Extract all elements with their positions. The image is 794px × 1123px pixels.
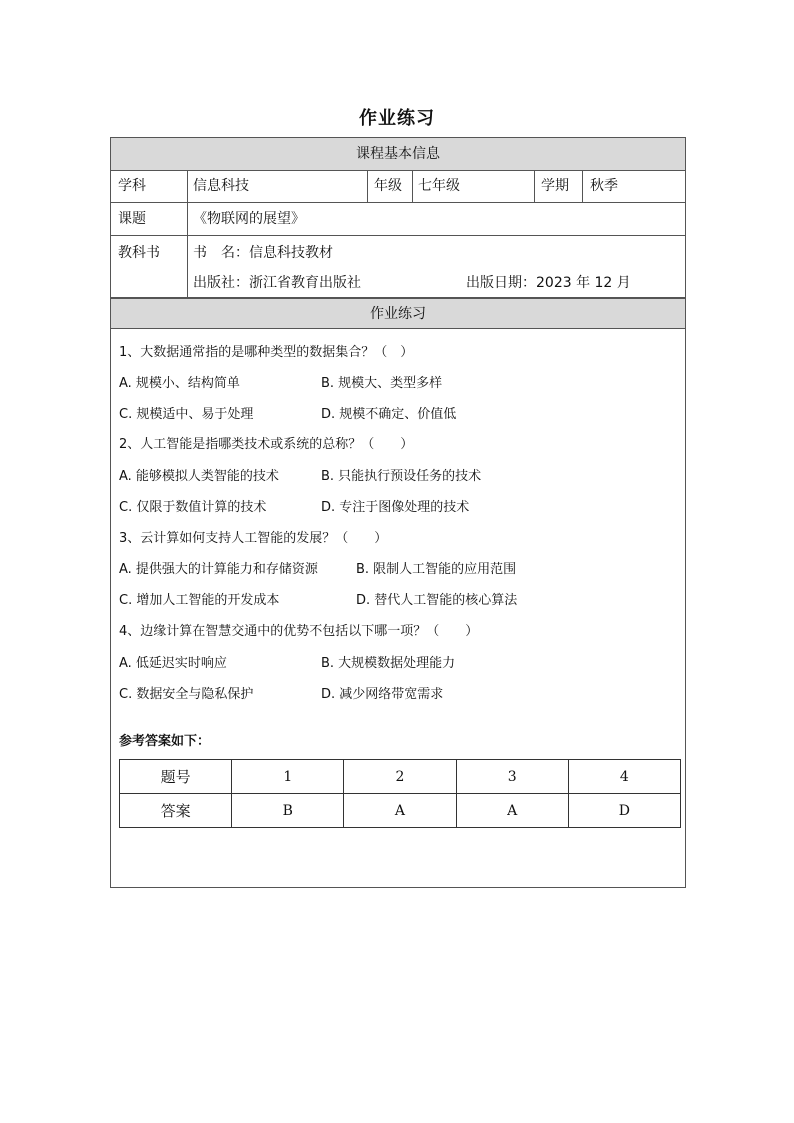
topic-label: 课题 <box>118 211 146 227</box>
table-row <box>120 760 681 794</box>
publication-date: 出版日期：2023 年 12 月 <box>466 275 631 291</box>
answer-key-label: 参考答案如下： <box>119 734 211 749</box>
term-label: 学期 <box>541 178 569 194</box>
question-1: 1、大数据通常指的是哪种类型的数据集合？（ ） <box>119 345 414 360</box>
question-number-header: 题号 <box>120 760 232 794</box>
question-number-cell: 2 <box>344 760 456 794</box>
q3-option-a: A. 提供强大的计算能力和存储资源 <box>119 562 318 577</box>
q1-option-a: A. 规模小、结构简单 <box>119 376 240 391</box>
question-number-cell: 1 <box>232 760 344 794</box>
page-title: 作业练习 <box>359 108 435 129</box>
q4-option-d: D. 减少网络带宽需求 <box>321 687 444 702</box>
info-row-topic <box>111 203 685 236</box>
q2-option-d: D. 专注于图像处理的技术 <box>321 500 470 515</box>
grade-value: 七年级 <box>418 178 460 194</box>
homework-header: 作业练习 <box>111 298 685 329</box>
q3-option-b: B. 限制人工智能的应用范围 <box>356 562 517 577</box>
q4-option-a: A. 低延迟实时响应 <box>119 656 227 671</box>
answer-cell: A <box>456 794 568 828</box>
publisher: 出版社：浙江省教育出版社 <box>193 275 361 291</box>
subject-label: 学科 <box>118 178 146 194</box>
worksheet-frame <box>110 137 686 888</box>
answer-table <box>119 759 681 828</box>
q4-option-c: C. 数据安全与隐私保护 <box>119 687 254 702</box>
answer-cell: B <box>232 794 344 828</box>
grade-label: 年级 <box>374 178 402 194</box>
answer-cell: D <box>568 794 680 828</box>
subject-value: 信息科技 <box>193 178 249 194</box>
book-name: 书 名：信息科技教材 <box>193 245 333 261</box>
answer-cell: A <box>344 794 456 828</box>
q1-option-b: B. 规模大、类型多样 <box>321 376 443 391</box>
q3-option-d: D. 替代人工智能的核心算法 <box>356 593 518 608</box>
topic-value: 《物联网的展望》 <box>193 211 305 227</box>
question-4: 4、边缘计算在智慧交通中的优势不包括以下哪一项？（ ） <box>119 624 479 639</box>
q4-option-b: B. 大规模数据处理能力 <box>321 656 456 671</box>
question-number-cell: 3 <box>456 760 568 794</box>
info-row-textbook <box>111 236 685 298</box>
question-2: 2、人工智能是指哪类技术或系统的总称？（ ） <box>119 437 414 452</box>
question-3: 3、云计算如何支持人工智能的发展？（ ） <box>119 531 388 546</box>
question-number-cell: 4 <box>568 760 680 794</box>
textbook-label: 教科书 <box>118 245 160 261</box>
q1-option-d: D. 规模不确定、价值低 <box>321 407 457 422</box>
q3-option-c: C. 增加人工智能的开发成本 <box>119 593 280 608</box>
info-row-subject <box>111 171 685 203</box>
table-row <box>120 794 681 828</box>
q2-option-b: B. 只能执行预设任务的技术 <box>321 469 482 484</box>
q2-option-a: A. 能够模拟人类智能的技术 <box>119 469 279 484</box>
q2-option-c: C. 仅限于数值计算的技术 <box>119 500 267 515</box>
q1-option-c: C. 规模适中、易于处理 <box>119 407 254 422</box>
answer-header: 答案 <box>120 794 232 828</box>
term-value: 秋季 <box>590 178 618 194</box>
course-info-header: 课程基本信息 <box>111 138 685 171</box>
